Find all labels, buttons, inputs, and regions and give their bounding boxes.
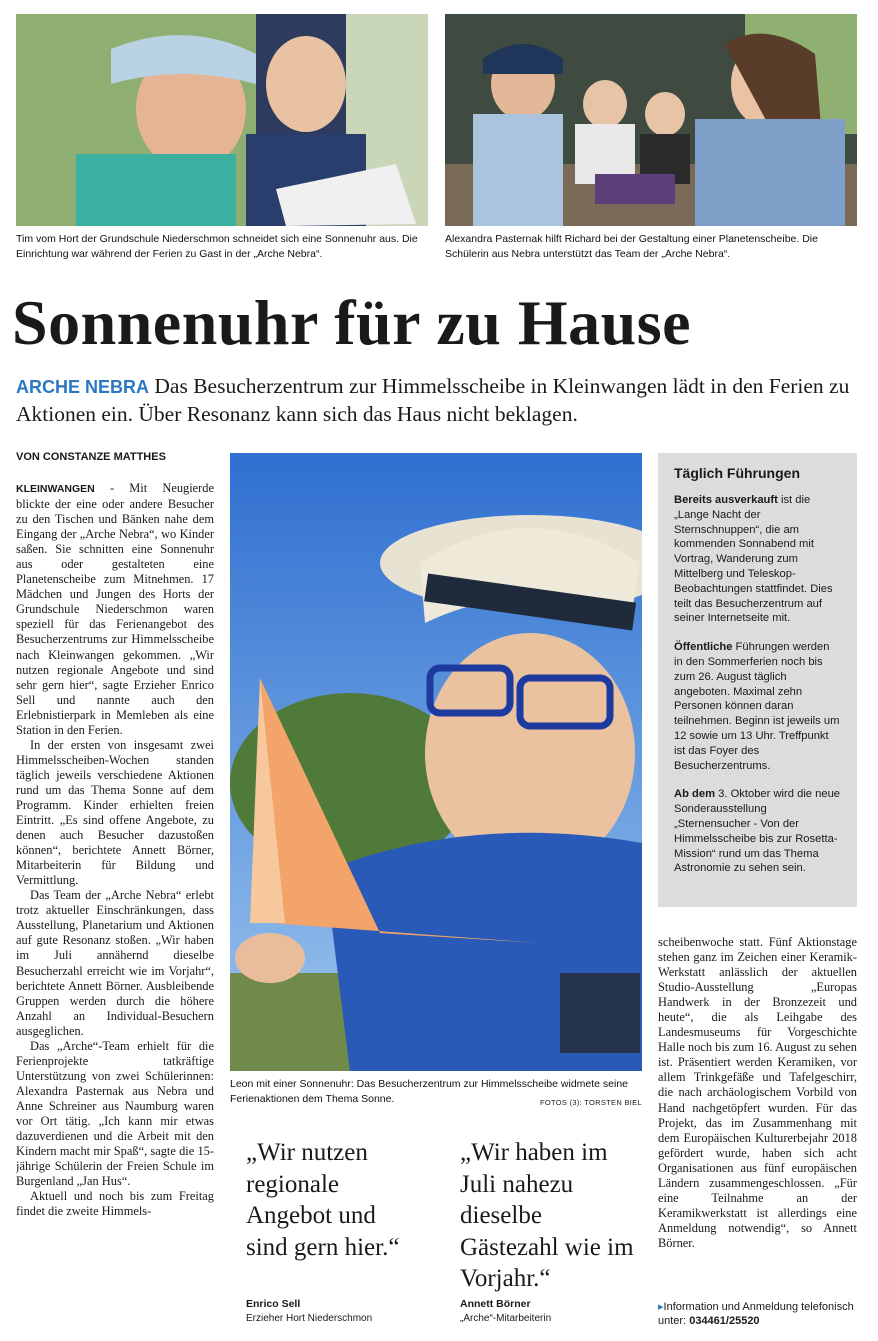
photo-workshop-illustration	[445, 14, 857, 226]
caption-main: Leon mit einer Sonnenuhr: Das Besucherzentrum zur Himmelsscheibe widmete seine Ferienaktionen dem Thema Sonne.	[230, 1078, 629, 1105]
pull-quote-1-name: Enrico Sell	[246, 1298, 301, 1310]
photo-tim-illustration	[16, 14, 428, 226]
photo-leon-sundial	[230, 453, 642, 1071]
pull-quote-1-role: Erzieher Hort Niederschmon	[246, 1313, 373, 1324]
contact-info	[658, 1300, 857, 1328]
article-column-1	[16, 481, 214, 1326]
info-box-title: Täglich Führungen	[674, 465, 800, 481]
paragraph-1: KLEINWANGEN - Mit Neugierde blickte der eine oder andere Besucher zu den Tischen und Bänken nahe dem Eingang der „Arche Nebra“, wo Kinder saßen. Sie schnitten eine Sonnenuhr aus oder gestalteten eine Planetenscheibe zum Mitnehmen. 17 Mädchen und Jungen des Horts der Grundschule Niederschmon waren speziell für das Ferienangebot des Besucherzentrums zur Himmelsscheibe nach Kleinwangen gekommen. „Wir nutzen regionale Angebote und sind sehr gern hier“, sagte Erzieher Enrico Sell und nannte auch den Erlebnistierpark in Memleben als eine Station in den Ferien.	[16, 481, 214, 737]
info-box-paragraph-2: Öffentliche Führungen werden in den Sommerferien noch bis zum 26. August täglich angeboten. Maximal zehn Personen können daran teilnehmen. Beginn ist jeweils um 12 sowie um 13 Uhr. Treffpunkt ist das Foyer des Besucherzentrums.	[674, 641, 840, 772]
contact-info-label: Information und Anmeldung telefonisch unter:	[658, 1301, 854, 1327]
photo-credit: FOTOS (3): TORSTEN BIEL	[540, 1098, 642, 1107]
caption-top-left: Tim vom Hort der Grundschule Niederschmon schneidet sich eine Sonnenuhr aus. Die Einrichtung war während der Ferien zu Gast in der „Arche Nebra“.	[16, 233, 418, 260]
paragraph-5: Aktuell und noch bis zum Freitag findet die zweite Himmels-	[16, 1189, 214, 1219]
info-box-paragraph-1: Bereits ausverkauft ist die „Lange Nacht der Sternschnuppen“, die am kommenden Sonnabend mit Vortrag, Wanderung zum Mittelberg und Teleskop-Beobachtungen stattfindet. Dies teilt das Besucherzentrum auf seiner Internetseite mit.	[674, 494, 833, 625]
lede	[16, 373, 866, 428]
paragraph-4: Das „Arche“-Team erhielt für die Ferienprojekte tatkräftige Unterstützung von zwei Schülerinnen: Alexandra Pasternak aus Nebra und Anne Schreiner aus Naumburg waren vor Ort tätig. „Ich kann mir etwas dazuverdienen und die Arbeit mit den Kindern macht mir Spaß“, sagte die 15-jährige Schülerin der Freien Schule im Burgenland „Jan Hus“.	[16, 1038, 214, 1189]
dateline: KLEINWANGEN	[16, 483, 95, 495]
contact-phone: 034461/25520	[689, 1315, 760, 1327]
headline: Sonnenuhr für zu Hause	[12, 287, 692, 358]
article-column-3	[658, 935, 857, 1295]
info-box	[658, 453, 857, 907]
byline: VON CONSTANZE MATTHES	[16, 451, 166, 463]
pull-quote-2-role: „Arche“-Mitarbeiterin	[460, 1313, 552, 1324]
lede-kicker: ARCHE NEBRA	[16, 377, 150, 397]
paragraph-6: scheibenwoche statt. Fünf Aktionstage stehen ganz im Zeichen einer Keramik-Werkstatt anlässlich der aktuellen Studio-Ausstellung „Europas Handwerk in der Bronzezeit und heute“, die als Leihgabe des Landesmuseums für Vorgeschichte Halle noch bis zum 16. August zu sehen ist. Präsentiert werden Keramiken, vor allem Trinkgefäße und Tafelgeschirr, die nach archäologischem Vorbild von Hand nachgetöpfert wurden. Für das Projekt, das im Zusammenhang mit dem Europäischen Kulturerbejahr 2018 gefördert wurde, haben sich acht Organisationen aus fünf europäischen Ländern zusammengeschlossen. „Für eine Teilnahme an der Keramikwerkstatt ist allerdings eine Anmeldung notwendig“, so Annett Börner.	[658, 935, 857, 1250]
caption-top-right: Alexandra Pasternak hilft Richard bei der Gestaltung einer Planetenscheibe. Die Schülerin aus Nebra unterstützt das Team der „Arche Nebra“.	[445, 233, 818, 260]
pull-quote-2-name: Annett Börner	[460, 1298, 531, 1310]
lede-text: Das Besucherzentrum zur Himmelsscheibe in Kleinwangen lädt in den Ferien zu Aktionen ein. Über Resonanz kann sich das Haus nicht beklagen.	[16, 374, 850, 426]
arrow-icon: ▸	[658, 1301, 664, 1313]
photo-tim-sundial	[16, 14, 428, 226]
photo-leon-illustration	[230, 453, 642, 1071]
paragraph-3: Das Team der „Arche Nebra“ erlebt trotz aktueller Einschränkungen, dass Ausstellung, Planetarium und Aktionen auf gute Resonanz stoßen. „Wir haben im Juli annähernd dieselbe Besucherzahl erreicht wie im Vorjahr“, berichtete Annett Börner. Ausbleibende Gruppen werden durch die höhere Anzahl an Individual-Besuchern ausgeglichen.	[16, 888, 214, 1038]
photo-planet-disc-workshop	[445, 14, 857, 226]
pull-quote-2: „Wir haben im Juli nahezu dieselbe Gästezahl wie im Vorjahr.“	[460, 1139, 634, 1292]
pull-quote-1: „Wir nutzen regionale Angebot und sind gern hier.“	[246, 1139, 400, 1261]
paragraph-2: In der ersten von insgesamt zwei Himmelsscheiben-Wochen standen täglich jeweils verschiedene Aktionen rund um das Thema Sonne auf dem Programm. Kinder erhielten freien Eintritt. „Es sind offene Angebote, zu denen auch Besucher dazustoßen können“, berichtete Annett Börner, Mitarbeiterin für Bildung und Vermittlung.	[16, 737, 214, 888]
info-box-paragraph-3: Ab dem 3. Oktober wird die neue Sonderausstellung „Sternensucher - Von der Himmelsscheibe bis zur Rosetta-Mission“ rund um das Thema Astronomie zu sehen sein.	[674, 788, 841, 875]
